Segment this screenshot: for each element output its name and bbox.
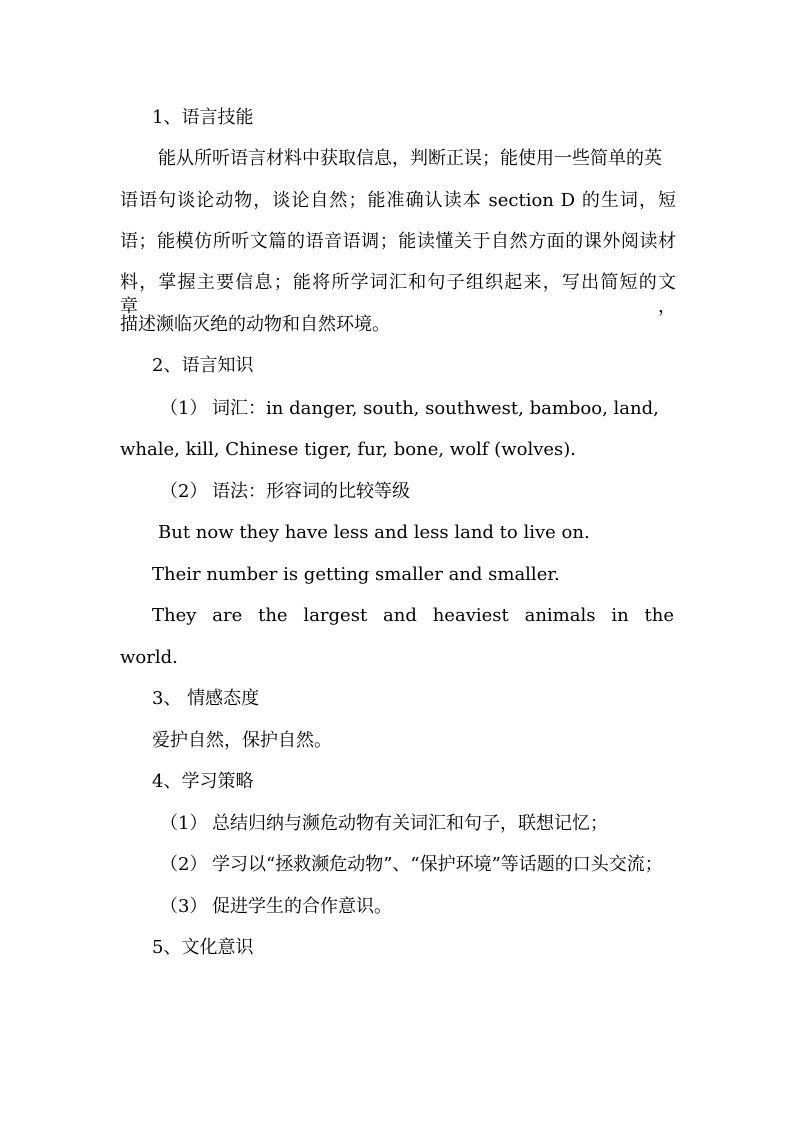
paragraph-line: 料，掌握主要信息；能将所学词汇和句子组织起来，写出简短的文章，	[120, 272, 676, 317]
list-item	[160, 812, 608, 836]
list-item-text: 词汇：in danger, south, southwest, bamboo, land,	[212, 398, 659, 419]
paragraph-line: 能从所听语言材料中获取信息，判断正误；能使用一些简单的英	[158, 148, 662, 169]
paragraph-line: 语；能模仿所听文篇的语音语调；能读懂关于自然方面的课外阅读材	[120, 231, 676, 252]
section-heading-language-knowledge: 2、语言知识	[152, 355, 254, 376]
paragraph-line: 爱护自然，保护自然。	[152, 730, 332, 751]
paragraph-line: 语语句谈论动物，谈论自然；能准确认读本 section D 的生词，短	[120, 190, 676, 211]
paragraph-line: 描述濒临灭绝的动物和自然环境。	[120, 314, 390, 335]
example-sentence-continuation: world.	[120, 647, 178, 668]
section-heading-language-skills: 1、语言技能	[152, 107, 254, 128]
list-item	[160, 397, 659, 421]
list-item-text: 促进学生的合作意识。	[212, 896, 392, 917]
list-item-number: （1）	[160, 398, 208, 419]
list-item-number: （1）	[160, 813, 208, 834]
list-item-number: （2）	[160, 481, 208, 502]
list-item-text: 学习以“拯救濒危动物”、“保护环境”等话题的口头交流；	[212, 854, 663, 875]
list-item-number: （3）	[160, 896, 208, 917]
list-item	[160, 895, 392, 919]
list-item	[160, 480, 410, 504]
list-item	[160, 853, 663, 877]
example-sentence: But now they have less and less land to live on.	[158, 522, 590, 543]
section-heading-attitude: 3、 情感态度	[152, 688, 260, 709]
example-sentence: Their number is getting smaller and smaller.	[152, 564, 560, 585]
list-item-continuation: whale, kill, Chinese tiger, fur, bone, wolf (wolves).	[120, 439, 577, 460]
list-item-number: （2）	[160, 854, 208, 875]
list-item-text: 语法：形容词的比较等级	[212, 481, 410, 502]
section-heading-strategies: 4、学习策略	[152, 771, 254, 792]
section-heading-culture: 5、文化意识	[152, 937, 254, 958]
list-item-text: 总结归纳与濒危动物有关词汇和句子，联想记忆；	[212, 813, 608, 834]
example-sentence: They are the largest and heaviest animals in the	[152, 605, 674, 626]
